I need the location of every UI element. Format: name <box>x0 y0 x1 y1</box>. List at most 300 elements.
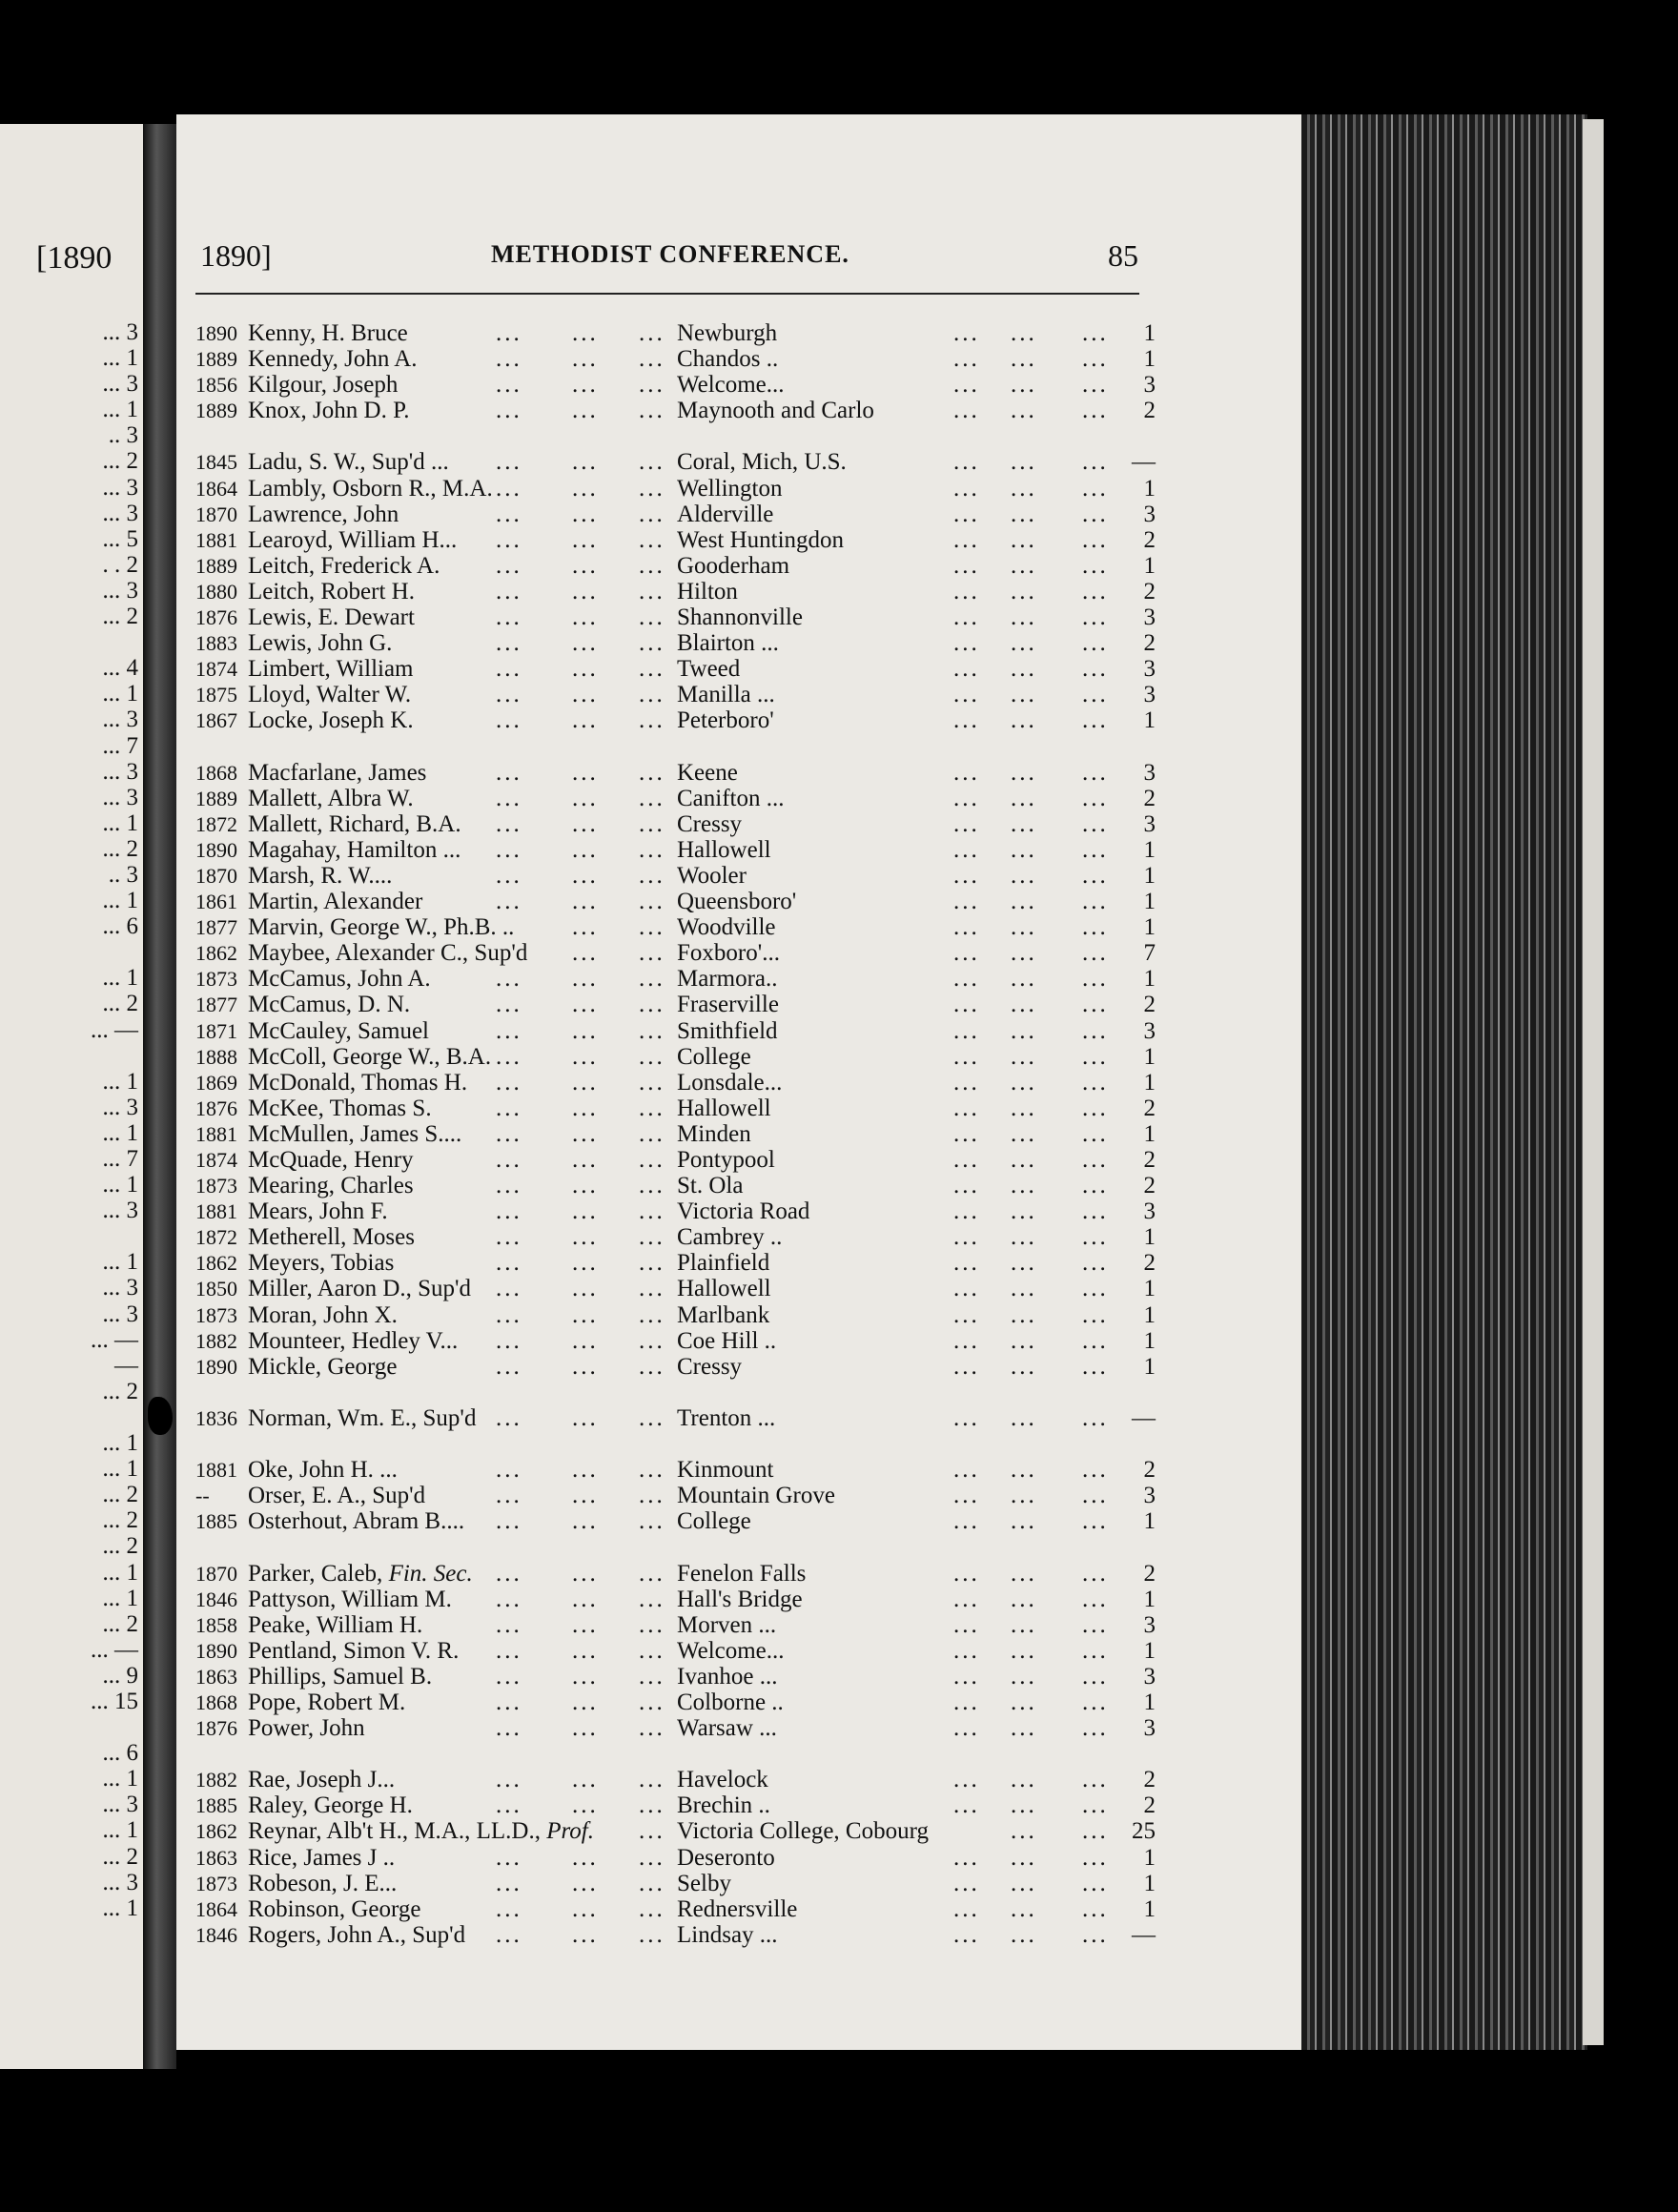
entry-row <box>191 1637 1156 1664</box>
entry-name-text: Pentland, Simon V. R. <box>248 1637 460 1664</box>
entry-year: 1885 <box>195 1793 237 1818</box>
leader-dots: ... <box>639 1017 665 1044</box>
leader-dots: ... <box>953 759 980 786</box>
left-count: ... — <box>91 1636 138 1663</box>
left-count: ... 1 <box>102 809 138 836</box>
leader-dots: ... <box>572 1198 599 1225</box>
entry-year: 1863 <box>195 1845 237 1870</box>
leader-dots: ... <box>639 889 665 915</box>
leader-dots: ... <box>1011 346 1037 373</box>
entry-year: 1880 <box>195 579 237 604</box>
entry-row <box>191 992 1156 1018</box>
leader-dots: ... <box>639 372 665 399</box>
leader-dots: ... <box>1011 501 1037 527</box>
entry-name-text: Lewis, John G. <box>248 630 393 657</box>
entry-name <box>248 1715 365 1741</box>
entry-years-count: 3 <box>1143 501 1156 527</box>
entry-name <box>248 1147 414 1173</box>
entry-year: 1856 <box>195 373 237 398</box>
entry-station: Tweed <box>677 656 741 683</box>
header-rule <box>195 293 1139 295</box>
entry-years-count: 3 <box>1143 1611 1156 1638</box>
entry-name <box>248 1096 432 1121</box>
entry-name-text: Parker, Caleb, <box>248 1560 383 1587</box>
entry-row <box>191 810 1156 837</box>
entry-name <box>248 604 415 630</box>
leader-dots: ... <box>496 1560 522 1587</box>
leader-dots: ... <box>639 1457 665 1484</box>
leader-dots: ... <box>496 785 522 811</box>
leader-dots: ... <box>572 992 599 1018</box>
entry-row <box>191 1224 1156 1251</box>
leader-dots: ... <box>496 1404 522 1431</box>
leader-dots: ... <box>1082 526 1109 553</box>
left-count: ... 1 <box>102 681 138 707</box>
entry-name <box>248 1198 388 1224</box>
left-count: ... 2 <box>102 1610 138 1637</box>
entry-name-text: Magahay, Hamilton ... <box>248 836 461 863</box>
leader-dots: ... <box>572 1017 599 1044</box>
leader-dots: ... <box>1011 1818 1037 1845</box>
entry-year: -- <box>195 1484 210 1508</box>
leader-dots: ... <box>1011 1895 1037 1922</box>
leader-dots: ... <box>1082 1560 1109 1587</box>
leader-dots: ... <box>639 1560 665 1587</box>
entry-station: Victoria Road <box>677 1198 810 1225</box>
entry-station: Cambrey .. <box>677 1224 783 1251</box>
left-count: ... 3 <box>102 1094 138 1120</box>
entry-name-text: Knox, John D. P. <box>248 398 410 424</box>
entry-row <box>191 475 1156 502</box>
entry-name <box>248 502 399 527</box>
entry-name <box>248 1354 397 1380</box>
entry-year: 1874 <box>195 1148 237 1172</box>
leader-dots: ... <box>1011 1173 1037 1199</box>
leader-dots: ... <box>1082 1353 1109 1380</box>
entry-station: Wooler <box>677 862 747 889</box>
left-count: ... 3 <box>102 1792 138 1818</box>
entry-row <box>191 1483 1156 1509</box>
leader-dots: ... <box>1011 1870 1037 1896</box>
leader-dots: ... <box>639 1147 665 1173</box>
left-count: ... 6 <box>102 913 138 940</box>
leader-dots: ... <box>953 449 980 476</box>
entry-name <box>248 1508 464 1534</box>
entry-name <box>248 1173 414 1198</box>
entry-year: 1873 <box>195 1174 237 1198</box>
left-count: ... 3 <box>102 319 138 345</box>
entry-name-text: McCauley, Samuel <box>248 1017 430 1044</box>
leader-dots: ... <box>496 1120 522 1147</box>
leader-dots: ... <box>496 1198 522 1225</box>
leader-dots: ... <box>1082 836 1109 863</box>
left-count: ... 2 <box>102 1533 138 1560</box>
leader-dots: ... <box>953 940 980 967</box>
entry-years-count: 1 <box>1143 1870 1156 1896</box>
entry-name <box>248 940 527 966</box>
leader-dots: ... <box>572 810 599 837</box>
left-page-counts <box>19 319 138 1921</box>
left-count: ... 7 <box>102 732 138 759</box>
leader-dots: ... <box>1082 1663 1109 1690</box>
left-count: ... 4 <box>102 655 138 682</box>
leader-dots: ... <box>1082 759 1109 786</box>
leader-dots: ... <box>639 604 665 631</box>
entry-row <box>191 526 1156 553</box>
entry-name <box>248 707 414 733</box>
leader-dots: ... <box>953 1120 980 1147</box>
entry-year: 1861 <box>195 890 237 914</box>
leader-dots: ... <box>496 1224 522 1251</box>
entry-years-count: 1 <box>1143 1276 1156 1302</box>
entry-year: 1889 <box>195 399 237 423</box>
entry-name-text: Martin, Alexander <box>248 889 423 915</box>
entry-name <box>248 914 514 940</box>
leader-dots: ... <box>639 578 665 604</box>
left-count: ... 6 <box>102 1740 138 1767</box>
left-count: ... 3 <box>102 577 138 604</box>
leader-dots: ... <box>496 759 522 786</box>
entry-name <box>248 1664 432 1690</box>
entry-year: 1888 <box>195 1044 237 1069</box>
entry-name <box>248 889 422 914</box>
leader-dots: ... <box>1011 1224 1037 1251</box>
leader-dots: ... <box>953 1043 980 1070</box>
leader-dots: ... <box>496 707 522 734</box>
leader-dots: ... <box>953 320 980 346</box>
leader-dots: ... <box>572 1663 599 1690</box>
entry-name-text: Meyers, Tobias <box>248 1250 395 1277</box>
entry-row <box>191 1198 1156 1225</box>
entry-year: 1876 <box>195 605 237 630</box>
entry-years-count: 2 <box>1143 398 1156 424</box>
leader-dots: ... <box>953 1792 980 1819</box>
entry-row <box>191 604 1156 631</box>
entry-row <box>191 940 1156 967</box>
entry-row <box>191 1508 1156 1535</box>
leader-dots: ... <box>953 1327 980 1354</box>
entry-name <box>248 1561 473 1587</box>
entry-year: 1889 <box>195 553 237 578</box>
leader-dots: ... <box>639 914 665 941</box>
leader-dots: ... <box>639 1792 665 1819</box>
entry-name-text: McCamus, D. N. <box>248 992 411 1018</box>
entry-row <box>191 372 1156 399</box>
entry-row <box>191 1173 1156 1199</box>
leader-dots: ... <box>572 1767 599 1793</box>
leader-dots: ... <box>639 449 665 476</box>
entry-name-text: Orser, E. A., Sup'd <box>248 1483 426 1509</box>
leader-dots: ... <box>572 449 599 476</box>
leader-dots: ... <box>639 1327 665 1354</box>
leader-dots: ... <box>572 398 599 424</box>
leader-dots: ... <box>639 1301 665 1328</box>
left-count: ... 1 <box>102 1766 138 1792</box>
entry-year: 1877 <box>195 915 237 940</box>
entry-name-text: Robeson, J. E... <box>248 1870 398 1896</box>
left-count: ... 3 <box>102 784 138 810</box>
leader-dots: ... <box>639 1069 665 1096</box>
leader-dots: ... <box>1011 578 1037 604</box>
entry-years-count: 7 <box>1143 940 1156 967</box>
entry-station: Marmora.. <box>677 966 778 993</box>
leader-dots: ... <box>572 1404 599 1431</box>
left-count: ... 1 <box>102 1119 138 1146</box>
leader-dots: ... <box>1082 1715 1109 1742</box>
entry-years-count: 3 <box>1143 1017 1156 1044</box>
entry-station: Keene <box>677 759 738 786</box>
leader-dots: ... <box>1082 1611 1109 1638</box>
leader-dots: ... <box>953 552 980 579</box>
leader-dots: ... <box>1011 1457 1037 1484</box>
leader-dots: ... <box>572 1224 599 1251</box>
leader-dots: ... <box>1011 1792 1037 1819</box>
leader-dots: ... <box>1082 992 1109 1018</box>
entry-name <box>248 1896 420 1922</box>
entry-name-text: Raley, George H. <box>248 1792 413 1819</box>
entry-years-count: 1 <box>1143 862 1156 889</box>
entry-name-text: Leitch, Frederick A. <box>248 552 440 579</box>
leader-dots: ... <box>1011 604 1037 631</box>
leader-dots: ... <box>1011 785 1037 811</box>
left-count: ... 2 <box>102 1482 138 1508</box>
entry-years-count: 1 <box>1143 1301 1156 1328</box>
leader-dots: ... <box>639 1637 665 1664</box>
entry-station: Fenelon Falls <box>677 1560 807 1587</box>
entry-name-text: Kenny, H. Bruce <box>248 320 408 346</box>
entry-name <box>248 1871 397 1896</box>
entry-year: 1870 <box>195 1561 237 1586</box>
page-header <box>191 238 1144 276</box>
left-count <box>19 629 138 655</box>
entry-row <box>191 1250 1156 1277</box>
entry-name-text: Lawrence, John <box>248 501 399 527</box>
section-gap <box>191 1380 1144 1405</box>
leader-dots: ... <box>639 992 665 1018</box>
entry-station: Hilton <box>677 578 738 604</box>
leader-dots: ... <box>572 1095 599 1121</box>
entry-row <box>191 1327 1156 1354</box>
leader-dots: ... <box>572 914 599 941</box>
entry-station: Marlbank <box>677 1301 770 1328</box>
entry-years-count: 3 <box>1143 1483 1156 1509</box>
entry-name-text: Rogers, John A., Sup'd <box>248 1921 466 1948</box>
entry-name <box>248 630 392 656</box>
entry-station: Welcome... <box>677 1637 785 1664</box>
entry-year: 1845 <box>195 450 237 475</box>
entry-year: 1890 <box>195 1638 237 1663</box>
leader-dots: ... <box>572 552 599 579</box>
leader-dots: ... <box>953 501 980 527</box>
leader-dots: ... <box>572 889 599 915</box>
entry-years-count: 1 <box>1143 1508 1156 1535</box>
leader-dots: ... <box>1011 552 1037 579</box>
leader-dots: ... <box>496 449 522 476</box>
entry-row <box>191 862 1156 889</box>
leader-dots: ... <box>639 501 665 527</box>
entry-year: 1882 <box>195 1328 237 1353</box>
entry-year: 1885 <box>195 1509 237 1534</box>
entry-station: Kinmount <box>677 1457 774 1484</box>
entry-station: Ivanhoe ... <box>677 1663 778 1690</box>
leader-dots: ... <box>496 1457 522 1484</box>
entry-years-count: 2 <box>1143 1560 1156 1587</box>
leader-dots: ... <box>1082 320 1109 346</box>
entry-row <box>191 1404 1156 1431</box>
leader-dots: ... <box>953 346 980 373</box>
leader-dots: ... <box>639 1844 665 1871</box>
leader-dots: ... <box>639 1173 665 1199</box>
entry-years-count: 3 <box>1143 372 1156 399</box>
entry-year: 1862 <box>195 941 237 966</box>
entry-name-text: Kennedy, John A. <box>248 346 418 373</box>
entry-station: Selby <box>677 1870 731 1896</box>
entry-station: Hallowell <box>677 836 771 863</box>
entry-station: Minden <box>677 1120 751 1147</box>
entry-station: Cressy <box>677 810 743 837</box>
leader-dots: ... <box>1082 449 1109 476</box>
leader-dots: ... <box>953 604 980 631</box>
leader-dots: ... <box>1011 1120 1037 1147</box>
entry-row <box>191 1611 1156 1638</box>
leader-dots: ... <box>639 630 665 657</box>
leader-dots: ... <box>953 707 980 734</box>
entry-name-text: McColl, George W., B.A. <box>248 1043 492 1070</box>
leader-dots: ... <box>1082 889 1109 915</box>
entry-name-text: Norman, Wm. E., Sup'd <box>248 1404 477 1431</box>
entry-name <box>248 1250 394 1276</box>
leader-dots: ... <box>1082 372 1109 399</box>
entry-title-italic: Fin. Sec. <box>382 1560 473 1587</box>
leader-dots: ... <box>953 862 980 889</box>
entry-row <box>191 630 1156 657</box>
leader-dots: ... <box>496 1792 522 1819</box>
entry-station: Victoria College, Cobourg <box>677 1818 929 1845</box>
left-count: ... 1 <box>102 1430 138 1457</box>
leader-dots: ... <box>1011 1586 1037 1612</box>
leader-dots: ... <box>496 501 522 527</box>
leader-dots: ... <box>639 398 665 424</box>
leader-dots: ... <box>639 1586 665 1612</box>
leader-dots: ... <box>1082 1404 1109 1431</box>
left-count: ... 3 <box>102 1869 138 1895</box>
leader-dots: ... <box>1082 862 1109 889</box>
entry-station: Brechin .. <box>677 1792 770 1819</box>
leader-dots: ... <box>1011 1404 1037 1431</box>
leader-dots: ... <box>572 1508 599 1535</box>
leader-dots: ... <box>1011 398 1037 424</box>
entry-name-text: Mounteer, Hedley V... <box>248 1327 459 1354</box>
leader-dots: ... <box>1082 810 1109 837</box>
leader-dots: ... <box>953 1404 980 1431</box>
left-count: ... 1 <box>102 397 138 423</box>
leader-dots: ... <box>572 862 599 889</box>
entry-row <box>191 346 1156 373</box>
entry-years-count: 3 <box>1143 1715 1156 1742</box>
leader-dots: ... <box>496 966 522 993</box>
entry-station: Blairton ... <box>677 630 779 657</box>
entry-station: Havelock <box>677 1767 768 1793</box>
entry-name <box>248 1224 415 1250</box>
leader-dots: ... <box>1082 1224 1109 1251</box>
entry-station: Plainfield <box>677 1250 770 1277</box>
leader-dots: ... <box>639 836 665 863</box>
entry-year: 1873 <box>195 967 237 992</box>
left-count: ... 1 <box>102 965 138 992</box>
entry-row <box>191 1715 1156 1742</box>
leader-dots: ... <box>1011 1921 1037 1948</box>
leader-dots: ... <box>572 707 599 734</box>
entry-years-count: 3 <box>1143 1663 1156 1690</box>
leader-dots: ... <box>496 630 522 657</box>
entry-row <box>191 398 1156 424</box>
entry-name <box>248 579 415 604</box>
entry-name <box>248 1276 471 1301</box>
entry-station: Rednersville <box>677 1895 798 1922</box>
leader-dots: ... <box>496 1250 522 1277</box>
leader-dots: ... <box>639 656 665 683</box>
leader-dots: ... <box>1082 398 1109 424</box>
entry-row <box>191 1120 1156 1147</box>
entry-title-italic: Prof. <box>540 1818 594 1845</box>
leader-dots: ... <box>1011 889 1037 915</box>
ink-blot <box>148 1397 173 1435</box>
leader-dots: ... <box>496 862 522 889</box>
left-count: ... 3 <box>102 500 138 526</box>
entry-station: Peterboro' <box>677 707 774 734</box>
entry-station: Deseronto <box>677 1844 775 1871</box>
left-count: .. 3 <box>108 861 138 888</box>
leader-dots: ... <box>953 1767 980 1793</box>
left-count: ... 2 <box>102 1378 138 1404</box>
entry-years-count: 1 <box>1143 346 1156 373</box>
leader-dots: ... <box>1011 1095 1037 1121</box>
left-count: ... 2 <box>102 604 138 630</box>
leader-dots: ... <box>496 889 522 915</box>
leader-dots: ... <box>953 836 980 863</box>
entry-station: Wellington <box>677 475 783 502</box>
leader-dots: ... <box>953 1663 980 1690</box>
entry-years-count: 1 <box>1143 1069 1156 1096</box>
leader-dots: ... <box>572 966 599 993</box>
leader-dots: ... <box>572 1844 599 1871</box>
leader-dots: ... <box>639 1921 665 1948</box>
entry-name-text: McMullen, James S.... <box>248 1120 462 1147</box>
leader-dots: ... <box>1011 1483 1037 1509</box>
entry-name <box>248 992 410 1017</box>
entry-name-text: Lambly, Osborn R., M.A. <box>248 475 493 502</box>
entry-station: Hall's Bridge <box>677 1586 803 1612</box>
leader-dots: ... <box>1011 656 1037 683</box>
leader-dots: ... <box>1082 656 1109 683</box>
leader-dots: ... <box>953 630 980 657</box>
entry-name <box>248 320 408 346</box>
entry-name-text: Pattyson, William M. <box>248 1586 452 1612</box>
leader-dots: ... <box>496 1844 522 1871</box>
leader-dots: ... <box>639 966 665 993</box>
entry-years-count: 2 <box>1143 1095 1156 1121</box>
leader-dots: ... <box>572 1147 599 1173</box>
book-cover-edge <box>1583 119 1604 2045</box>
leader-dots: ... <box>1082 1276 1109 1302</box>
entry-station: Canifton ... <box>677 785 785 811</box>
entry-station: College <box>677 1508 751 1535</box>
entry-row <box>191 707 1156 734</box>
leader-dots: ... <box>1082 1818 1109 1845</box>
entry-year: 1863 <box>195 1664 237 1689</box>
left-count: ... 2 <box>102 1507 138 1534</box>
entry-row <box>191 1921 1156 1948</box>
